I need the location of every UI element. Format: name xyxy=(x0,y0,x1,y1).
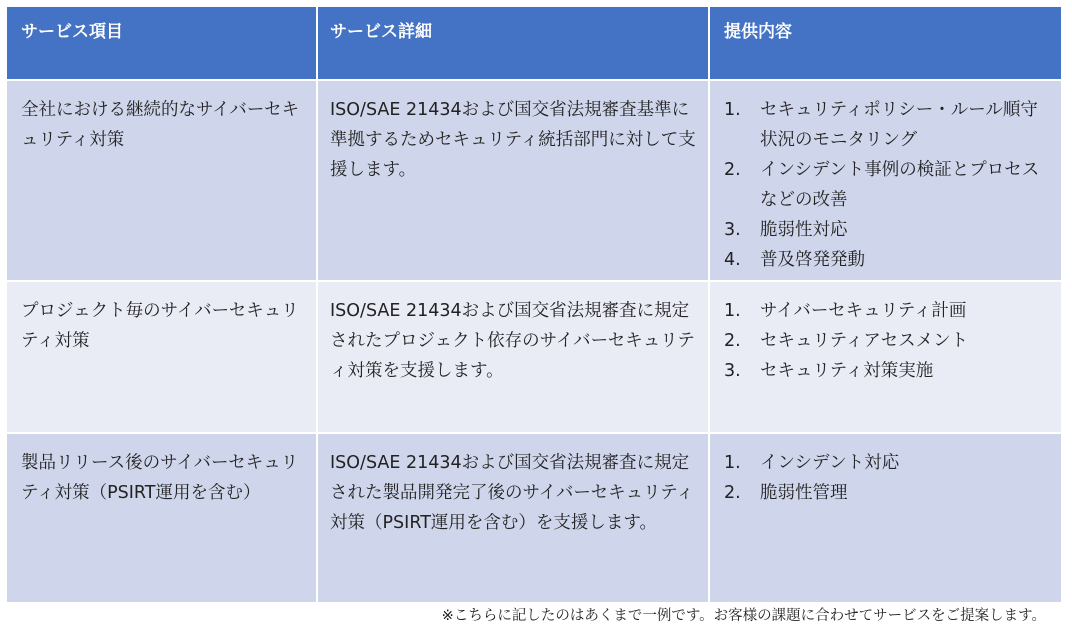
list-number: 2. xyxy=(724,160,741,180)
list-text: インシデント事例の検証とプロセスなどの改善 xyxy=(760,160,1040,210)
list-number: 2. xyxy=(724,483,741,503)
service-detail-cell: ISO/SAE 21434および国交省法規審査に規定された製品開発完了後のサイバーセキュリティ対策（PSIRT運用を含む）を支援します。 xyxy=(318,434,710,602)
list-item xyxy=(724,215,1051,245)
list-item xyxy=(724,245,1051,275)
list-text: セキュリティポリシー・ルール順守状況のモニタリング xyxy=(760,100,1038,150)
list-item xyxy=(724,356,1051,386)
list-text: 普及啓発発動 xyxy=(760,250,865,270)
provision-list xyxy=(724,95,1051,275)
list-item xyxy=(724,155,1051,215)
service-item-cell: 全社における継続的なサイバーセキュリティ対策 xyxy=(7,81,318,280)
footnote: ※こちらに記したのはあくまで一例です。お客様の課題に合わせてサービスをご提案します。 xyxy=(441,608,1046,624)
table-row xyxy=(7,434,1061,602)
provision-cell xyxy=(710,81,1061,280)
header-service-item: サービス項目 xyxy=(7,7,318,79)
list-number: 2. xyxy=(724,331,741,351)
list-number: 4. xyxy=(724,250,741,270)
list-text: インシデント対応 xyxy=(760,453,900,473)
table-row xyxy=(7,282,1061,434)
service-table xyxy=(7,7,1061,602)
service-item-cell: プロジェクト毎のサイバーセキュリティ対策 xyxy=(7,282,318,432)
list-item xyxy=(724,326,1051,356)
list-number: 1. xyxy=(724,453,741,473)
list-number: 3. xyxy=(724,361,741,381)
table-row xyxy=(7,81,1061,282)
list-item xyxy=(724,95,1051,155)
list-text: 脆弱性管理 xyxy=(760,483,848,503)
provision-list xyxy=(724,448,1051,508)
list-item xyxy=(724,296,1051,326)
list-text: 脆弱性対応 xyxy=(760,220,848,240)
provision-cell xyxy=(710,282,1061,432)
service-detail-cell: ISO/SAE 21434および国交省法規審査基準に準拠するためセキュリティ統括部門に対して支援します。 xyxy=(318,81,710,280)
provision-cell xyxy=(710,434,1061,602)
list-text: サイバーセキュリティ計画 xyxy=(760,301,967,321)
list-number: 3. xyxy=(724,220,741,240)
provision-list xyxy=(724,296,1051,386)
list-number: 1. xyxy=(724,100,741,120)
list-item xyxy=(724,478,1051,508)
list-text: セキュリティ対策実施 xyxy=(760,361,934,381)
header-provision: 提供内容 xyxy=(724,22,792,42)
list-text: セキュリティアセスメント xyxy=(760,331,969,351)
service-item-cell: 製品リリース後のサイバーセキュリティ対策（PSIRT運用を含む） xyxy=(7,434,318,602)
list-item xyxy=(724,448,1051,478)
service-detail-cell: ISO/SAE 21434および国交省法規審査に規定されたプロジェクト依存のサイバーセキュリティ対策を支援します。 xyxy=(318,282,710,432)
table-header-row xyxy=(7,7,1061,81)
header-service-detail: サービス詳細 xyxy=(318,7,710,79)
list-number: 1. xyxy=(724,301,741,321)
